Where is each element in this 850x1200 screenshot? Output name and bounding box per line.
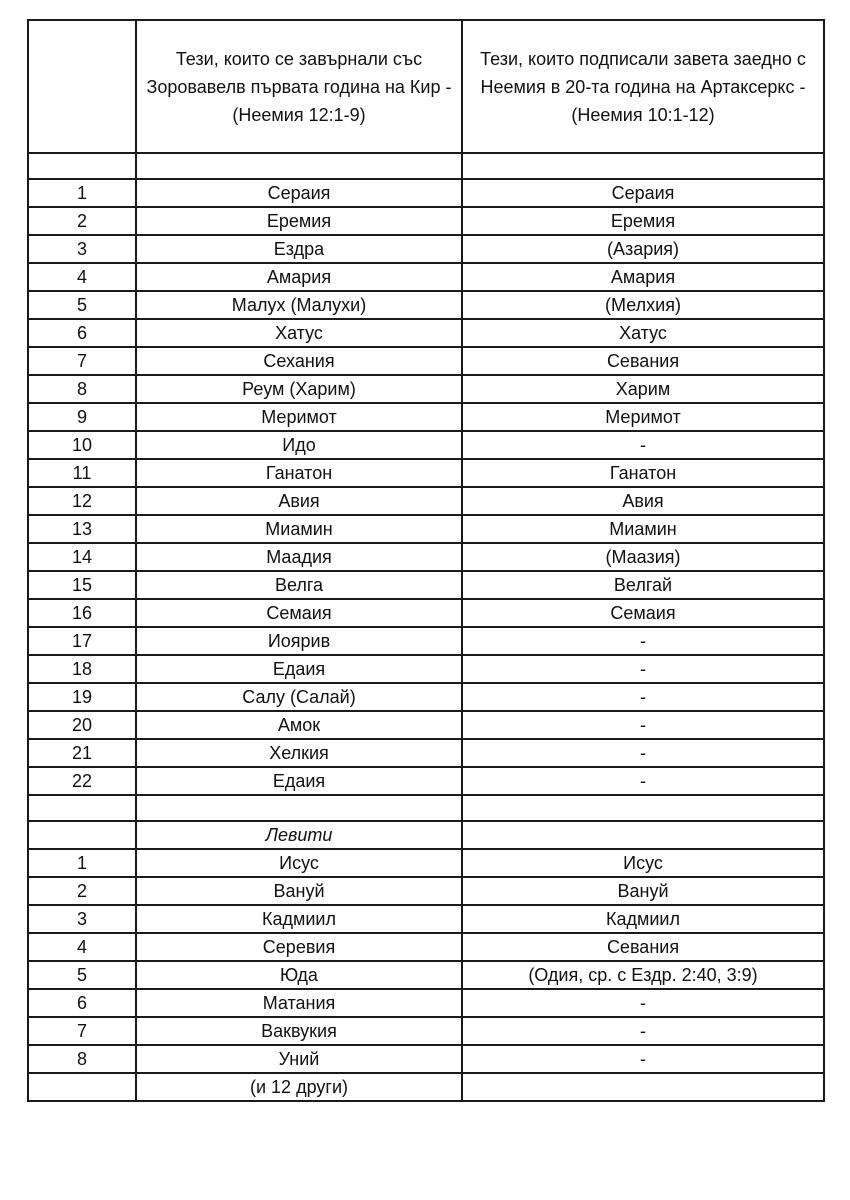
table-row [28,849,824,877]
name-returned: Идо [136,431,462,459]
table-row [28,599,824,627]
table-row [28,319,824,347]
name-returned: Едаия [136,767,462,795]
name-returned: Едаия [136,655,462,683]
name-covenant: - [462,683,824,711]
table-row [28,431,824,459]
row-number: 11 [28,459,136,487]
empty-cell [28,821,136,849]
row-number: 8 [28,375,136,403]
row-number: 7 [28,1017,136,1045]
name-covenant: Авия [462,487,824,515]
table-row [28,961,824,989]
row-number: 10 [28,431,136,459]
table-row [28,571,824,599]
table-row [28,207,824,235]
name-covenant: - [462,431,824,459]
name-covenant: - [462,627,824,655]
table-row [28,515,824,543]
name-returned: Семаия [136,599,462,627]
levites-section-row [28,821,824,849]
name-returned: Вануй [136,877,462,905]
row-number: 16 [28,599,136,627]
name-covenant: Севания [462,347,824,375]
row-number: 6 [28,319,136,347]
header-row [28,20,824,153]
row-number: 3 [28,235,136,263]
row-number: 22 [28,767,136,795]
name-covenant: Исус [462,849,824,877]
name-returned: Авия [136,487,462,515]
name-returned: Хатус [136,319,462,347]
table-row [28,1045,824,1073]
empty-cell [28,1073,136,1101]
empty-cell [462,153,824,179]
table-row [28,933,824,961]
row-number: 14 [28,543,136,571]
row-number: 5 [28,961,136,989]
name-returned: Матания [136,989,462,1017]
row-number: 4 [28,933,136,961]
table-row [28,487,824,515]
empty-cell [462,821,824,849]
row-number: 20 [28,711,136,739]
row-number: 15 [28,571,136,599]
table-row [28,403,824,431]
table-row [28,767,824,795]
name-returned: Велга [136,571,462,599]
name-covenant: Меримот [462,403,824,431]
table-row [28,375,824,403]
levites-footer-note: (и 12 други) [136,1073,462,1101]
row-number: 2 [28,207,136,235]
row-number: 7 [28,347,136,375]
row-number: 6 [28,989,136,1017]
name-covenant: - [462,1045,824,1073]
empty-cell [462,1073,824,1101]
name-returned: Малух (Малухи) [136,291,462,319]
row-number: 4 [28,263,136,291]
table-row [28,877,824,905]
empty-cell [136,795,462,821]
table-row [28,347,824,375]
empty-cell [462,795,824,821]
header-number-cell [28,20,136,153]
name-returned: Ганатон [136,459,462,487]
name-returned: Сераия [136,179,462,207]
name-returned: Маадия [136,543,462,571]
name-covenant: - [462,739,824,767]
row-number: 5 [28,291,136,319]
name-covenant: - [462,767,824,795]
name-covenant: (Маазия) [462,543,824,571]
row-number: 9 [28,403,136,431]
spacer-row [28,153,824,179]
name-covenant: - [462,1017,824,1045]
name-returned: Амария [136,263,462,291]
row-number: 12 [28,487,136,515]
name-covenant: Ганатон [462,459,824,487]
name-returned: Уний [136,1045,462,1073]
row-number: 17 [28,627,136,655]
name-returned: Сехания [136,347,462,375]
levites-section-title: Левити [136,821,462,849]
name-returned: Амок [136,711,462,739]
table-row [28,291,824,319]
name-covenant: Миамин [462,515,824,543]
name-returned: Серевия [136,933,462,961]
table-row [28,739,824,767]
name-returned: Ваквукия [136,1017,462,1045]
row-number: 18 [28,655,136,683]
name-returned: Ездра [136,235,462,263]
name-returned: Реум (Харим) [136,375,462,403]
name-covenant: (Азария) [462,235,824,263]
table-row [28,905,824,933]
comparison-table [27,19,825,1102]
empty-cell [28,153,136,179]
name-covenant: Еремия [462,207,824,235]
name-returned: Юда [136,961,462,989]
name-returned: Миамин [136,515,462,543]
table-row [28,179,824,207]
name-covenant: Семаия [462,599,824,627]
table-row [28,543,824,571]
empty-cell [28,795,136,821]
table-row [28,263,824,291]
name-covenant: Сераия [462,179,824,207]
header-signed-covenant-with-nehemiah: Тези, които подписали завета заедно с Неемия в 20-та година на Артаксеркс - (Неемия 10:1-12) [462,20,824,153]
name-covenant: Амария [462,263,824,291]
name-returned: Салу (Салай) [136,683,462,711]
table-body [28,20,824,1101]
table-row [28,711,824,739]
table-row [28,683,824,711]
name-covenant: - [462,989,824,1017]
name-covenant: Харим [462,375,824,403]
name-returned: Еремия [136,207,462,235]
name-covenant: (Одия, ср. с Ездр. 2:40, 3:9) [462,961,824,989]
name-returned: Кадмиил [136,905,462,933]
name-covenant: (Мелхия) [462,291,824,319]
row-number: 8 [28,1045,136,1073]
name-covenant: - [462,711,824,739]
header-returned-with-zerubbabel: Тези, които се завърнали със Зоровавелв първата година на Кир - (Неемия 12:1-9) [136,20,462,153]
table-row [28,1017,824,1045]
name-covenant: Севания [462,933,824,961]
name-returned: Исус [136,849,462,877]
name-covenant: Вануй [462,877,824,905]
row-number: 3 [28,905,136,933]
row-number: 2 [28,877,136,905]
spacer-row [28,795,824,821]
levites-footer-row [28,1073,824,1101]
table-row [28,655,824,683]
name-covenant: Велгай [462,571,824,599]
name-returned: Иоярив [136,627,462,655]
row-number: 1 [28,179,136,207]
row-number: 1 [28,849,136,877]
row-number: 19 [28,683,136,711]
name-returned: Меримот [136,403,462,431]
table-row [28,235,824,263]
row-number: 21 [28,739,136,767]
table-row [28,459,824,487]
empty-cell [136,153,462,179]
table-row [28,989,824,1017]
name-returned: Хелкия [136,739,462,767]
name-covenant: Хатус [462,319,824,347]
name-covenant: Кадмиил [462,905,824,933]
name-covenant: - [462,655,824,683]
table-row [28,627,824,655]
row-number: 13 [28,515,136,543]
